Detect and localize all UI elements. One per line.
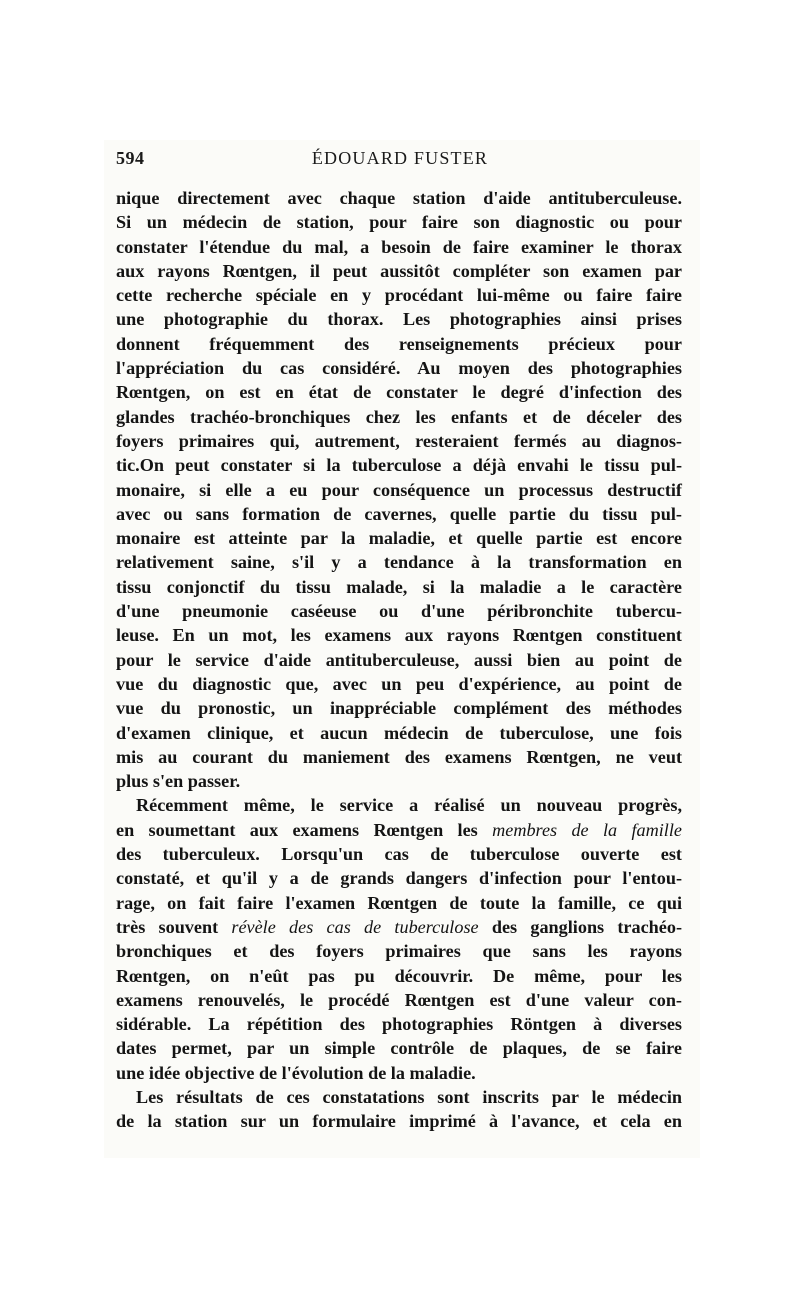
text-line: plus s'en passer. (116, 771, 241, 792)
text-line: une idée objective de l'évolution de la maladie. (116, 1062, 476, 1083)
text-run: très souvent (116, 916, 232, 937)
text-line: relativement saine, s'il y a tendance à la transformation en (116, 552, 682, 573)
text-line: Rœntgen, on est en état de constater le degré d'infection des (116, 382, 682, 403)
text-line: foyers primaires qui, autrement, resteraient fermés au diagnos- (116, 430, 682, 451)
text-line: vue du diagnostic que, avec un peu d'expérience, au point de (116, 673, 682, 694)
text-run: des ganglions trachéo- (478, 916, 683, 937)
text-line: des tuberculeux. Lorsqu'un cas de tuberculose ouverte est (116, 844, 682, 865)
text-line: leuse. En un mot, les examens aux rayons Rœntgen constituent (116, 625, 682, 646)
running-head: ÉDOUARD FUSTER (311, 148, 489, 168)
text-line: bronchiques et des foyers primaires que sans les rayons (116, 941, 682, 962)
body-text (116, 186, 682, 1134)
text-line: Rœntgen, on n'eût pas pu découvrir. De même, pour les (116, 965, 682, 986)
text-line: tissu conjonctif du tissu malade, si la maladie a le caractère (116, 576, 682, 597)
text-line: nique directement avec chaque station d'aide antituberculeuse. (116, 188, 682, 208)
text-line: de la station sur un formulaire imprimé à l'avance, et cela en (116, 1111, 682, 1132)
paragraph-3 (116, 1085, 682, 1134)
text-line: vue du pronostic, un inappréciable complément des méthodes (116, 698, 682, 719)
paragraph-1 (116, 186, 682, 793)
text-line: glandes trachéo-bronchiques chez les enfants et de déceler des (116, 406, 682, 427)
page-number: 594 (116, 148, 145, 168)
text-line: monaire est atteinte par la maladie, et quelle partie est encore (116, 528, 682, 549)
page-header (116, 148, 684, 172)
text-line: donnent fréquemment des renseignements précieux pour (116, 333, 682, 354)
text-line: Si un médecin de station, pour faire son diagnostic ou pour (116, 212, 682, 233)
text-line: une photographie du thorax. Les photographies ainsi prises (116, 309, 682, 330)
text-line: sidérable. La répétition des photographies Röntgen à diverses (116, 1014, 682, 1035)
text-line: d'examen clinique, et aucun médecin de tuberculose, une fois (116, 722, 682, 743)
text-line: pour le service d'aide antituberculeuse, aussi bien au point de (116, 649, 682, 670)
text-line: constater l'étendue du mal, a besoin de faire examiner le thorax (116, 236, 682, 257)
text-line: monaire, si elle a eu pour conséquence un processus destructif (116, 479, 682, 500)
text-line: constaté, et qu'il y a de grands dangers d'infection pour l'entou- (116, 868, 682, 889)
text-line: dates permet, par un simple contrôle de plaques, de se faire (116, 1038, 682, 1059)
text-run: en soumettant aux examens Rœntgen les (116, 819, 493, 840)
text-line: examens renouvelés, le procédé Rœntgen est d'une valeur con- (116, 989, 682, 1010)
italic-run: révèle des cas de tuberculose (231, 916, 479, 937)
text-line-with-italic (116, 818, 682, 842)
book-page (104, 140, 700, 1158)
text-line: cette recherche spéciale en y procédant lui-même ou faire faire (116, 285, 682, 306)
italic-run: membres de la famille (492, 819, 682, 840)
text-line: d'une pneumonie caséeuse ou d'une péribronchite tubercu- (116, 601, 682, 622)
text-line: mis au courant du maniement des examens Rœntgen, ne veut (116, 746, 682, 767)
text-line: avec ou sans formation de cavernes, quelle partie du tissu pul- (116, 503, 682, 524)
text-line: l'appréciation du cas considéré. Au moyen des photographies (116, 358, 682, 379)
text-line: tic.On peut constater si la tuberculose a déjà envahi le tissu pul- (116, 455, 682, 476)
paragraph-2 (116, 793, 682, 1085)
text-line: rage, on fait faire l'examen Rœntgen de toute la famille, ce qui (116, 892, 682, 913)
text-line: Les résultats de ces constatations sont inscrits par le médecin (136, 1086, 682, 1107)
text-line: Récemment même, le service a réalisé un nouveau progrès, (136, 795, 682, 816)
text-line: aux rayons Rœntgen, il peut aussitôt compléter son examen par (116, 260, 682, 281)
text-line-with-italic (116, 915, 682, 939)
